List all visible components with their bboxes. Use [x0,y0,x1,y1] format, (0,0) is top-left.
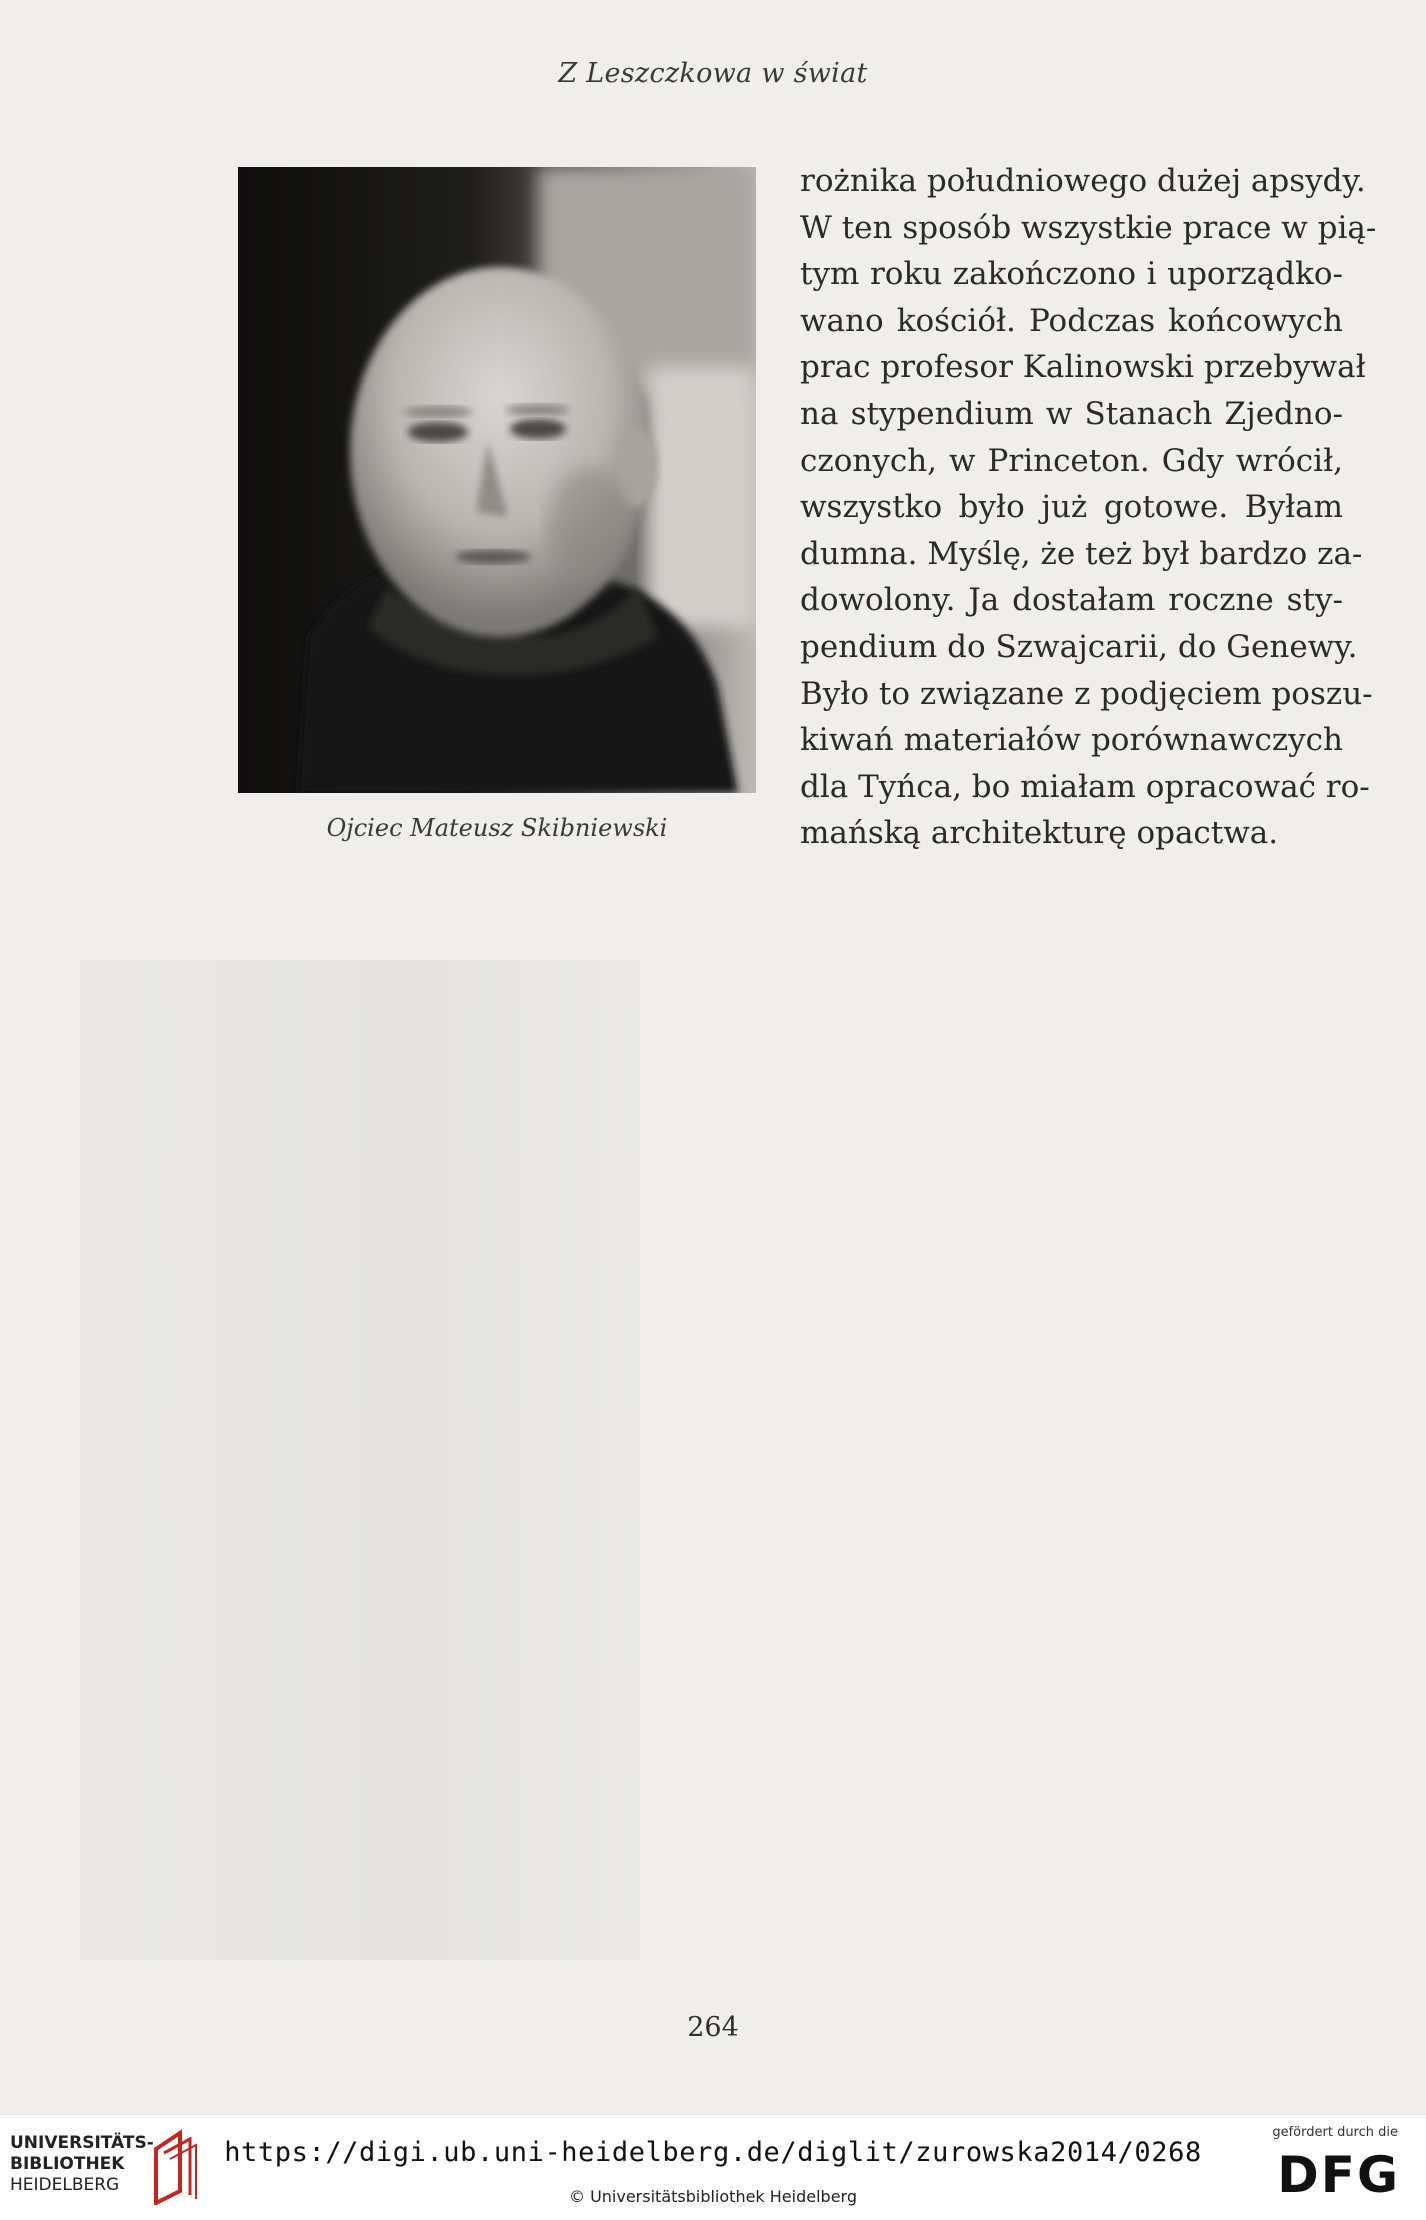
bleed-through-shadow [80,960,640,1960]
text-line: dowolony. Ja dostałam roczne sty- [800,582,1343,619]
photo-caption: Ojciec Mateusz Skibniewski [326,814,668,842]
text-line: Było to związane z podjęciem poszu- [800,675,1373,712]
portrait-photo [238,167,756,793]
text-line: W ten sposób wszystkie prace w pią- [800,209,1377,246]
document-url-link[interactable]: https://digi.ub.uni-heidelberg.de/diglit/zurowska2014/0268 [224,2137,1202,2168]
text-line: dla Tyńca, bo miałam opracować ro- [800,768,1370,805]
text-line: prac profesor Kalinowski przebywał [800,349,1366,386]
text-line: wano kościół. Podczas końcowych [800,302,1343,339]
text-line: na stypendium w Stanach Zjedno- [800,395,1343,432]
text-line: wszystko było już gotowe. Byłam [800,489,1343,526]
library-name-line: HEIDELBERG [10,2175,120,2195]
body-text [800,158,1377,857]
footer-bar [0,2114,1426,2220]
text-line: tym roku zakończono i uporządko- [800,256,1343,293]
text-line: czonych, w Princeton. Gdy wrócił, [800,442,1343,479]
text-line: kiwań materiałów porównawczych [800,722,1343,759]
page-number: 264 [687,2012,739,2043]
copyright-notice: © Universitätsbibliothek Heidelberg [568,2187,857,2206]
portrait-illustration [238,167,756,793]
library-name-line: UNIVERSITÄTS- [10,2133,154,2153]
text-line: rożnika południowego dużej apsydy. [800,163,1366,199]
text-line: mańską architekturę opactwa. [800,815,1279,852]
dfg-logo: DFG [1277,2146,1400,2204]
running-head: Z Leszczkowa w świat [558,58,868,89]
text-line: dumna. Myślę, że też był bardzo za- [800,535,1363,572]
library-name-line: BIBLIOTHEK [10,2154,125,2174]
text-line: pendium do Szwajcarii, do Genewy. [800,628,1358,665]
funding-note: gefördert durch die [1272,2125,1398,2140]
